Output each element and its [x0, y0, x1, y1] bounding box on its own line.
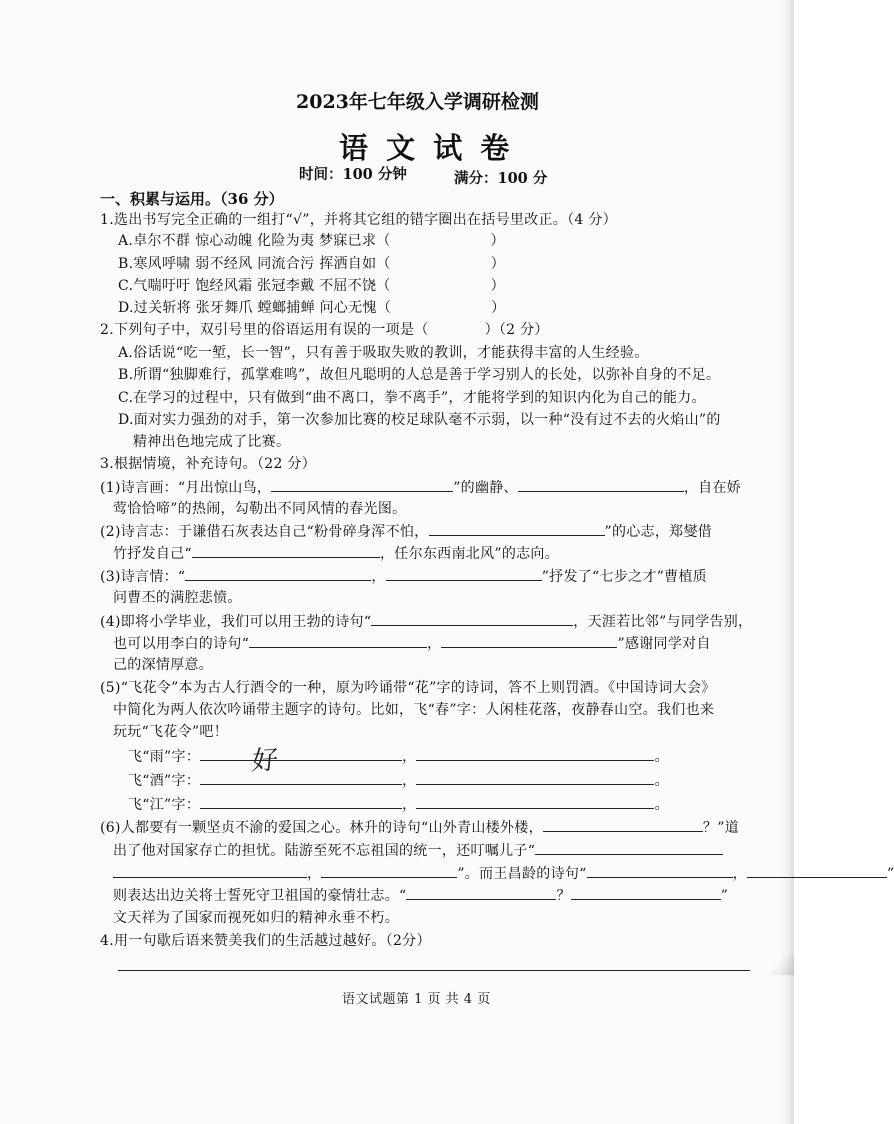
answer-blank[interactable]: [518, 477, 684, 492]
option-close: ）: [490, 233, 505, 249]
q2-option-a: A.俗话说“吃一堑，长一智”，只有善于吸取失败的教训，才能获得丰富的人生经验。: [118, 345, 649, 361]
q3-part5-line3: 玩玩“飞花令”吧！: [113, 724, 229, 740]
q3-part4-line3: 己的深情厚意。: [113, 657, 214, 673]
answer-blank[interactable]: [321, 863, 457, 878]
text: ，: [732, 866, 747, 882]
answer-blank[interactable]: [416, 794, 654, 809]
text: ，: [371, 569, 386, 585]
q3-part1-line1: [100, 477, 741, 498]
option-text: B.寒风呼啸 弱不经风 同流合污 挥洒自如（: [118, 256, 391, 272]
q3-part4-line1: [100, 611, 752, 632]
option-text: A.卓尔不群 惊心动魄 化险为夷 梦寐已求（: [118, 233, 391, 249]
q1-option-a: [118, 231, 505, 251]
answer-blank[interactable]: [535, 840, 723, 855]
q4-stem: 4.用一句歇后语来赞美我们的生活越过越好。（2分）: [100, 933, 431, 949]
exam-time: 时间：100 分钟: [299, 166, 407, 183]
q3-part5-line1: (5)“飞花令”本为古人行酒令的一种，原为吟诵带“花”字的诗词，答不上则罚酒。《中国诗词大会》: [100, 680, 716, 696]
q3-part2-line1: [100, 521, 712, 542]
text: ？”道: [702, 820, 739, 836]
text: ”的幽静、: [453, 480, 518, 496]
q3-stem: 3.根据情境，补充诗句。（22 分）: [100, 456, 317, 472]
answer-blank[interactable]: [416, 746, 654, 761]
answer-blank[interactable]: [249, 633, 427, 648]
exam-title: 2023年七年级入学调研检测: [296, 91, 539, 113]
answer-blank[interactable]: [271, 477, 453, 492]
text: ”感谢同学对自: [617, 636, 711, 652]
text: ”抒发了“七步之才”曹植质: [541, 569, 708, 585]
text: 。: [654, 749, 669, 765]
text: ，: [402, 749, 417, 765]
section-heading: 一、积累与运用。（36 分）: [100, 190, 284, 208]
q1-option-c: [118, 276, 505, 296]
q3-part6-line3: [113, 863, 894, 884]
fly-wine-row: [128, 770, 669, 791]
q1-option-b: [118, 254, 505, 274]
answer-blank[interactable]: [416, 770, 654, 785]
answer-blank[interactable]: [571, 885, 721, 900]
answer-blank[interactable]: [185, 566, 371, 581]
answer-blank[interactable]: [747, 863, 887, 878]
q3-part6-line1: [100, 817, 739, 838]
text: 则表达出边关将士誓死守卫祖国的豪情壮志。“: [113, 888, 407, 904]
text: (1)诗言画：“月出惊山鸟，: [100, 480, 272, 496]
text: 。: [654, 797, 669, 813]
q2-stem-end: ）（2 分）: [484, 322, 549, 338]
fly-label: 飞“江”字：: [128, 797, 201, 813]
q3-part1-line2: 莺恰恰啼”的热闹，勾勒出不同风情的春光图。: [113, 501, 407, 517]
text: 也可以用李白的诗句“: [113, 636, 250, 652]
handwritten-answer: 好: [250, 745, 279, 777]
answer-blank[interactable]: [386, 566, 542, 581]
option-close: ）: [491, 300, 506, 316]
answer-blank[interactable]: [543, 817, 703, 832]
answer-blank[interactable]: [587, 863, 733, 878]
answer-blank[interactable]: [200, 770, 402, 785]
fly-river-row: [128, 794, 669, 815]
q3-part2-line2: [113, 543, 559, 564]
text: 出了他对国家存亡的担忧。陆游至死不忘祖国的统一，还叮嘱儿子“: [113, 843, 536, 859]
q2-stem: [100, 320, 549, 340]
text: 竹抒发自己“: [113, 546, 192, 562]
q3-part6-line4: [113, 885, 728, 906]
option-close: ）: [490, 256, 506, 272]
q1-option-d: [118, 298, 505, 318]
q2-option-d: D.面对实力强劲的对手，第一次参加比赛的校足球队毫不示弱，以一种“没有过不去的火焰山”的: [118, 412, 721, 428]
answer-blank[interactable]: [406, 885, 556, 900]
text: ”的心志，郑燮借: [604, 524, 713, 540]
q2-option-d-cont: 精神出色地完成了比赛。: [133, 434, 291, 450]
text: (4)即将小学毕业，我们可以用王勃的诗句“: [100, 614, 372, 630]
text: ，任尔东西南北风”的志向。: [379, 546, 560, 562]
q3-part3-line2: 问曹丕的满腔悲愤。: [113, 590, 242, 606]
option-text: D.过关斩将 张牙舞爪 螳螂捕蝉 问心无愧（: [118, 300, 392, 316]
q3-part6-line2: [113, 840, 723, 861]
answer-blank[interactable]: [200, 746, 402, 761]
answer-blank[interactable]: [371, 611, 573, 626]
q1-stem: 1.选出书写完全正确的一组打“√”，并将其它组的错字圈出在括号里改正。（4 分）: [100, 212, 617, 228]
fly-label: 飞“酒”字：: [128, 773, 201, 789]
full-score: 满分：100 分: [454, 170, 548, 187]
text: ？: [556, 888, 571, 904]
q3-part4-line2: [113, 633, 711, 654]
text: (3)诗言情：“: [100, 569, 186, 585]
text: ，: [427, 636, 442, 652]
text: ”。而王昌龄的诗句“: [457, 866, 587, 882]
text: (6)人都要有一颗坚贞不渝的爱国之心。林升的诗句“山外青山楼外楼，: [100, 820, 543, 836]
text: ，自在娇: [683, 480, 742, 496]
q2-option-c: C.在学习的过程中，只有做到“曲不离口，拳不离手”，才能将学到的知识内化为自己的能力。: [118, 390, 706, 406]
q3-part6-line5: 文天祥为了国家而视死如归的精神永垂不朽。: [113, 910, 399, 926]
answer-blank[interactable]: [200, 794, 402, 809]
text: 。: [654, 773, 669, 789]
option-text: C.气喘吁吁 饱经风霜 张冠李戴 不屈不饶（: [118, 278, 391, 294]
text: (2)诗言志：于谦借石灰表达自己“粉骨碎身浑不怕，: [100, 524, 429, 540]
text: ”: [886, 866, 894, 882]
page-footer: 语文试题第 1 页 共 4 页: [342, 992, 491, 1007]
option-close: ）: [490, 278, 505, 294]
page-curl: [764, 955, 794, 975]
text: ，: [402, 797, 417, 813]
text: ，天涯若比邻”与同学告别，: [573, 614, 753, 630]
q3-part3-line1: [100, 566, 707, 587]
answer-blank[interactable]: [429, 521, 605, 536]
q4-answer-line[interactable]: [118, 970, 750, 971]
answer-blank[interactable]: [113, 863, 307, 878]
text: ，: [402, 773, 417, 789]
answer-blank[interactable]: [441, 633, 617, 648]
text: ”: [720, 888, 729, 904]
text: ，: [307, 866, 322, 882]
subject-title: 语 文 试 卷: [339, 131, 514, 165]
fly-rain-row: [128, 746, 669, 767]
q3-part5-line2: 中简化为两人依次吟诵带主题字的诗句。比如，飞“春”字：人闲桂花落，夜静春山空。我们也来: [113, 702, 715, 718]
fly-label: 飞“雨”字：: [128, 749, 201, 765]
answer-blank[interactable]: [192, 543, 380, 558]
q2-stem-text: 2.下列句子中，双引号里的俗语运用有误的一项是（: [100, 322, 429, 338]
q2-option-b: B.所谓“独脚难行，孤掌难鸣”，故但凡聪明的人总是善于学习别人的长处，以弥补自身的不足。: [118, 367, 721, 383]
